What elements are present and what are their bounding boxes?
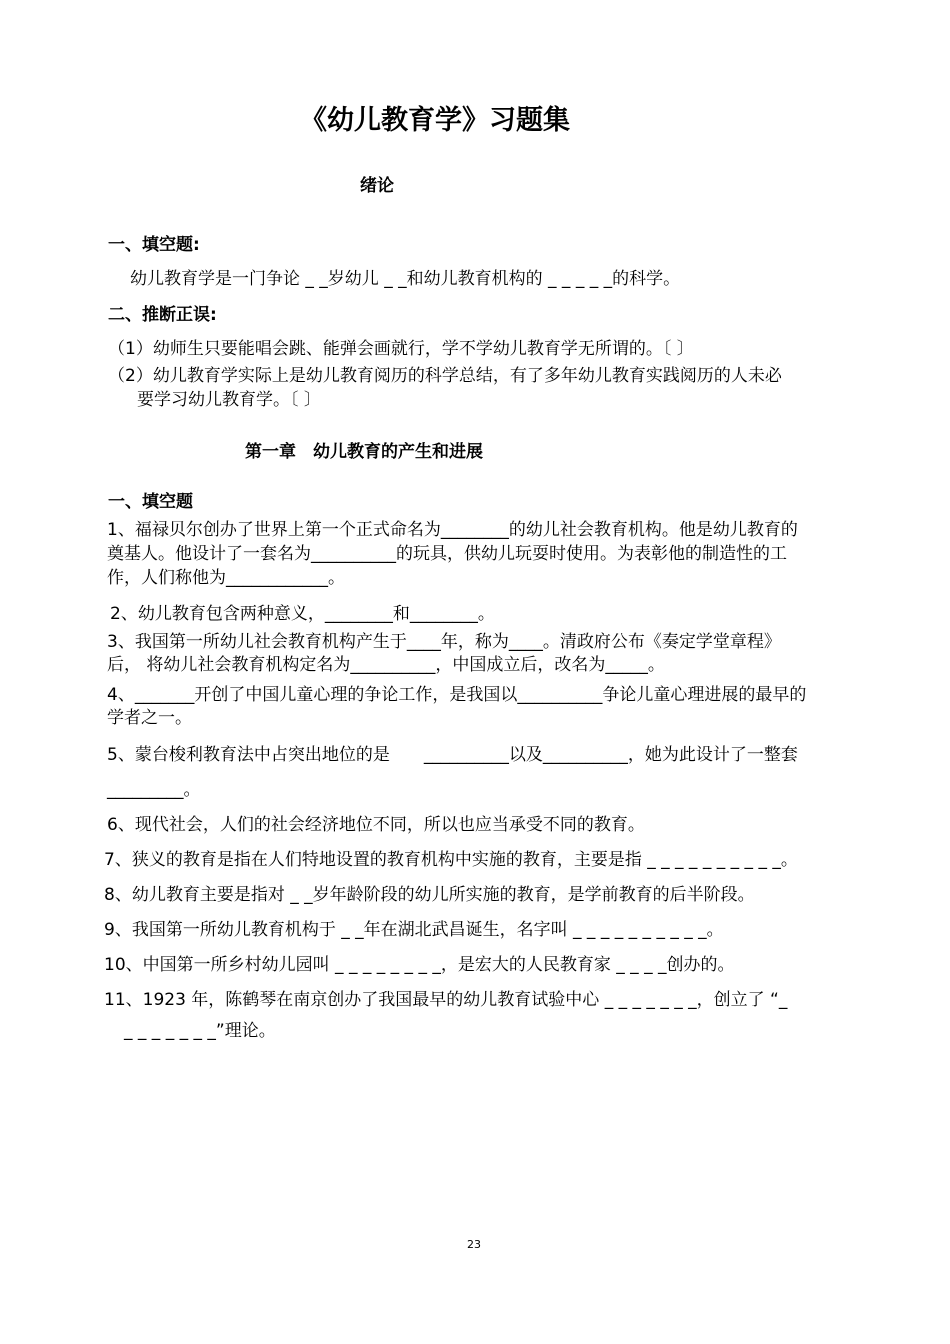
document-title: 《幼儿教育学》习题集 [300,105,570,136]
intro-judge-heading: 二、推断正误: [108,305,217,325]
question-1-line-1: 1、福禄贝尔创办了世界上第一个正式命名为________的幼儿社会教育机构。他是幼儿教育的 [107,520,798,540]
question-11-line-1: 11、1923 年，陈鹤琴在南京创办了我国最早的幼儿教育试验中心 _ _ _ _ _ _ _，创立了 “_ [104,990,788,1010]
chapter1-fill-heading: 一、填空题 [108,492,193,512]
question-3-line-1: 3、我国第一所幼儿社会教育机构产生于____年，称为____。清政府公布《奏定学堂章程》 [107,632,781,652]
question-8: 8、幼儿教育主要是指对 _ _岁年龄阶段的幼儿所实施的教育，是学前教育的后半阶段。 [104,885,755,905]
intro-heading: 绪论 [360,176,394,196]
question-6: 6、现代社会，人们的社会经济地位不同，所以也应当承受不同的教育。 [107,815,645,835]
page-number: 23 [467,1238,481,1251]
question-9: 9、我国第一所幼儿教育机构于 _ _年在湖北武昌诞生，名字叫 _ _ _ _ _ _ _ _ _ _。 [104,920,724,940]
question-3-line-2: 后， 将幼儿社会教育机构定名为__________，中国成立后，改名为_____。 [107,655,665,675]
intro-judge-1: （1）幼师生只要能唱会跳、能弹会画就行，学不学幼儿教育学无所谓的。〔 〕 [108,339,694,359]
intro-judge-2-line-1: （2）幼儿教育学实际上是幼儿教育阅历的科学总结，有了多年幼儿教育实践阅历的人未必 [108,366,782,386]
question-5-line-1: 5、蒙台梭利教育法中占突出地位的是 __________以及__________，她为此设计了一整套 [107,745,798,765]
question-4-line-2: 学者之一。 [107,708,192,728]
question-7: 7、狭义的教育是指在人们特地设置的教育机构中实施的教育，主要是指 _ _ _ _ _ _ _ _ _ _。 [104,850,798,870]
intro-fill-1: 幼儿教育学是一门争论 _ _岁幼儿 _ _和幼儿教育机构的 _ _ _ _ _的科学。 [130,269,681,289]
chapter1-heading: 第一章 幼儿教育的产生和进展 [245,442,483,462]
question-11-line-2: _ _ _ _ _ _ _”理论。 [124,1021,276,1041]
question-5-line-2: _________。 [107,780,201,800]
question-2: 2、幼儿教育包含两种意义，________和________。 [110,604,495,624]
question-10: 10、中国第一所乡村幼儿园叫 _ _ _ _ _ _ _ _，是宏大的人民教育家 _ _ _ _创办的。 [104,955,735,975]
question-1-line-3: 作，人们称他为____________。 [107,568,345,588]
intro-judge-2-line-2: 要学习幼儿教育学。〔 〕 [137,390,321,410]
intro-fill-heading: 一、填空题: [108,235,200,255]
question-4-line-1: 4、_______开创了中国儿童心理的争论工作，是我国以__________争论儿童心理进展的最早的 [107,685,807,705]
question-1-line-2: 奠基人。他设计了一套名为__________的玩具，供幼儿玩耍时使用。为表彰他的制造性的工 [107,544,787,564]
